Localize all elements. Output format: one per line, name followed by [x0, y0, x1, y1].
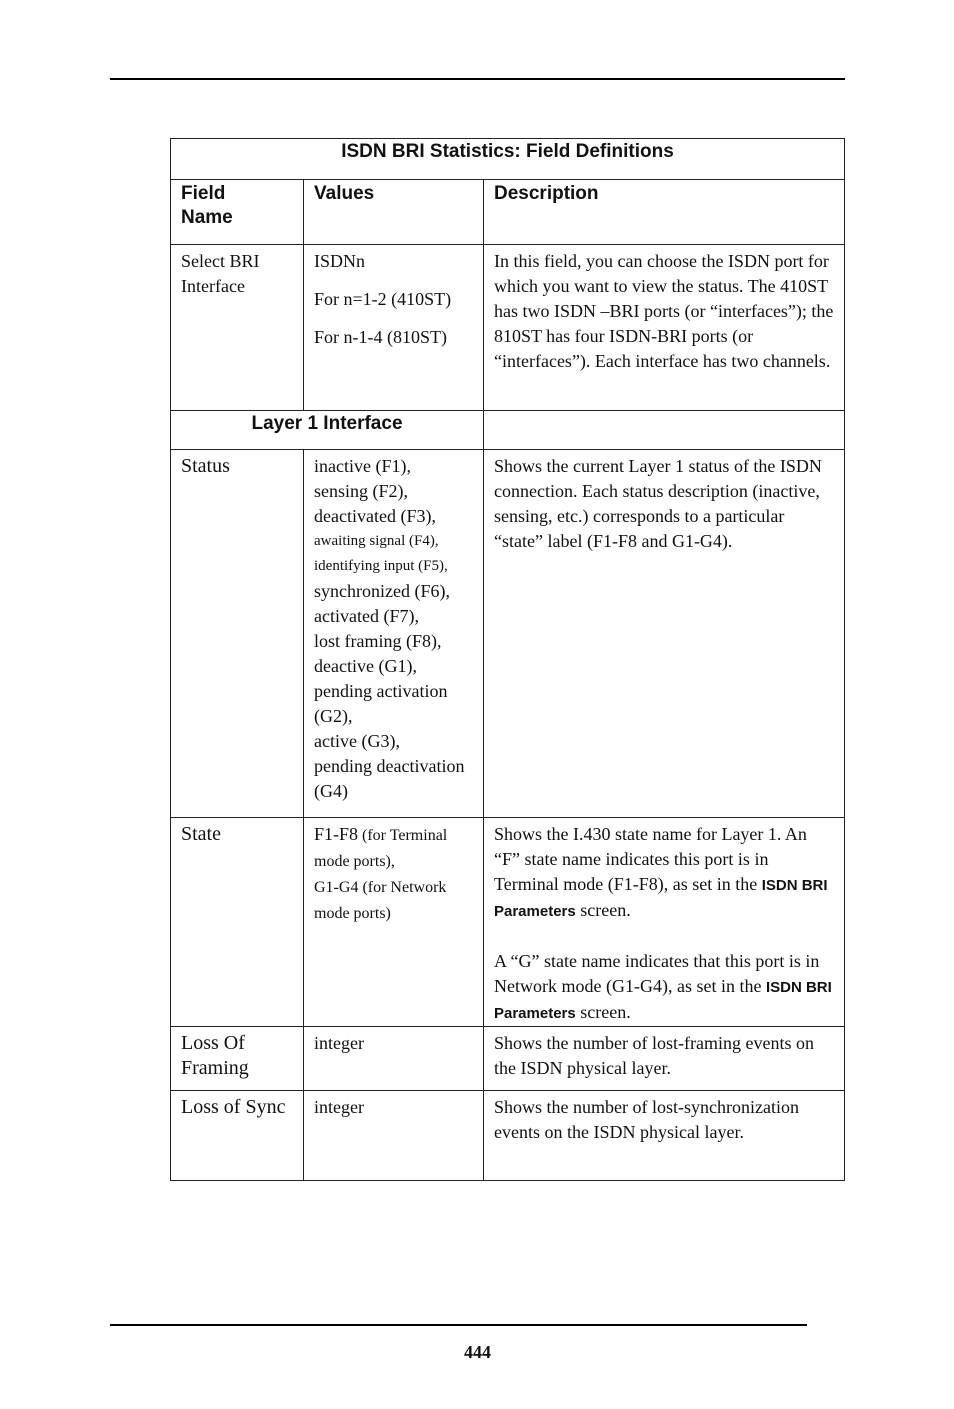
field-description	[484, 818, 845, 1027]
section-empty-cell	[484, 411, 845, 450]
state-note: (for Terminal mode ports),	[314, 827, 448, 870]
value-line: For n=1-2 (410ST)	[314, 289, 452, 309]
table-title-row	[171, 139, 845, 180]
header-values: Values	[304, 180, 484, 245]
table-row-state	[171, 818, 845, 1027]
screen-reference: ISDN BRI Parameters	[494, 877, 828, 920]
field-name: Loss of Sync	[171, 1091, 304, 1181]
value-line: pending activation (G2),	[314, 681, 448, 726]
field-values: integer	[304, 1091, 484, 1181]
value-line: active (G3),	[314, 731, 400, 751]
page-number: 444	[464, 1342, 491, 1362]
value-line: identifying input (F5),	[314, 558, 448, 574]
table-row-select-bri	[171, 245, 845, 411]
table-row-status	[171, 450, 845, 818]
description-text: Shows the I.430 state name for Layer 1. An “F” state name indicates this port is in Terminal mode (F1-F8), as set in the	[494, 824, 807, 894]
description-text: A “G” state name indicates that this port is in Network mode (G1-G4), as set in the	[494, 951, 820, 996]
value-line: activated (F7),	[314, 606, 419, 626]
value-line: ISDNn	[314, 251, 366, 271]
field-name: State	[171, 818, 304, 1027]
header-description: Description	[484, 180, 845, 245]
table-row-loss-of-framing	[171, 1027, 845, 1091]
field-description: Shows the number of lost-synchronization events on the ISDN physical layer.	[484, 1091, 845, 1181]
header-rule	[110, 78, 845, 80]
state-code: G1-G4	[314, 879, 359, 896]
footer-rule	[110, 1324, 807, 1326]
description-text: screen.	[575, 900, 631, 920]
value-line: deactive (G1),	[314, 656, 417, 676]
value-line: pending deactivation (G4)	[314, 756, 465, 801]
table-row-loss-of-sync	[171, 1091, 845, 1181]
section-row-layer1	[171, 411, 845, 450]
value-line: inactive (F1),	[314, 456, 411, 476]
value-line: synchronized (F6),	[314, 581, 450, 601]
screen-reference: ISDN BRI Parameters	[494, 979, 832, 1022]
field-values: integer	[304, 1027, 484, 1091]
field-values	[304, 450, 484, 818]
field-definitions-table	[170, 138, 845, 1181]
header-field-name: Field Name	[171, 180, 304, 245]
value-line: sensing (F2),	[314, 481, 408, 501]
field-name: Status	[171, 450, 304, 818]
field-description: Shows the number of lost-framing events on the ISDN physical layer.	[484, 1027, 845, 1091]
state-note: (for Network mode ports)	[314, 879, 447, 922]
table-header-row	[171, 180, 845, 245]
field-description: Shows the current Layer 1 status of the ISDN connection. Each status description (inactive, sensing, etc.) corresponds to a particular “state” label (F1-F8 and G1-G4).	[484, 450, 845, 818]
value-line: deactivated (F3),	[314, 506, 436, 526]
field-name: Loss Of Framing	[171, 1027, 304, 1091]
description-text: screen.	[575, 1002, 631, 1022]
table-title: ISDN BRI Statistics: Field Definitions	[171, 139, 845, 180]
state-code: F1-F8	[314, 824, 359, 844]
value-line: awaiting signal (F4),	[314, 533, 439, 549]
value-line: lost framing (F8),	[314, 631, 442, 651]
field-values	[304, 245, 484, 411]
field-name: Select BRI Interface	[171, 245, 304, 411]
field-description: In this field, you can choose the ISDN port for which you want to view the status. The 410ST has two ISDN –BRI ports (or “interfaces”); the 810ST has four ISDN-BRI ports (or “interfaces”). Each interface has two channels.	[484, 245, 845, 411]
field-values	[304, 818, 484, 1027]
value-line: For n-1-4 (810ST)	[314, 327, 447, 347]
section-label: Layer 1 Interface	[171, 411, 484, 450]
